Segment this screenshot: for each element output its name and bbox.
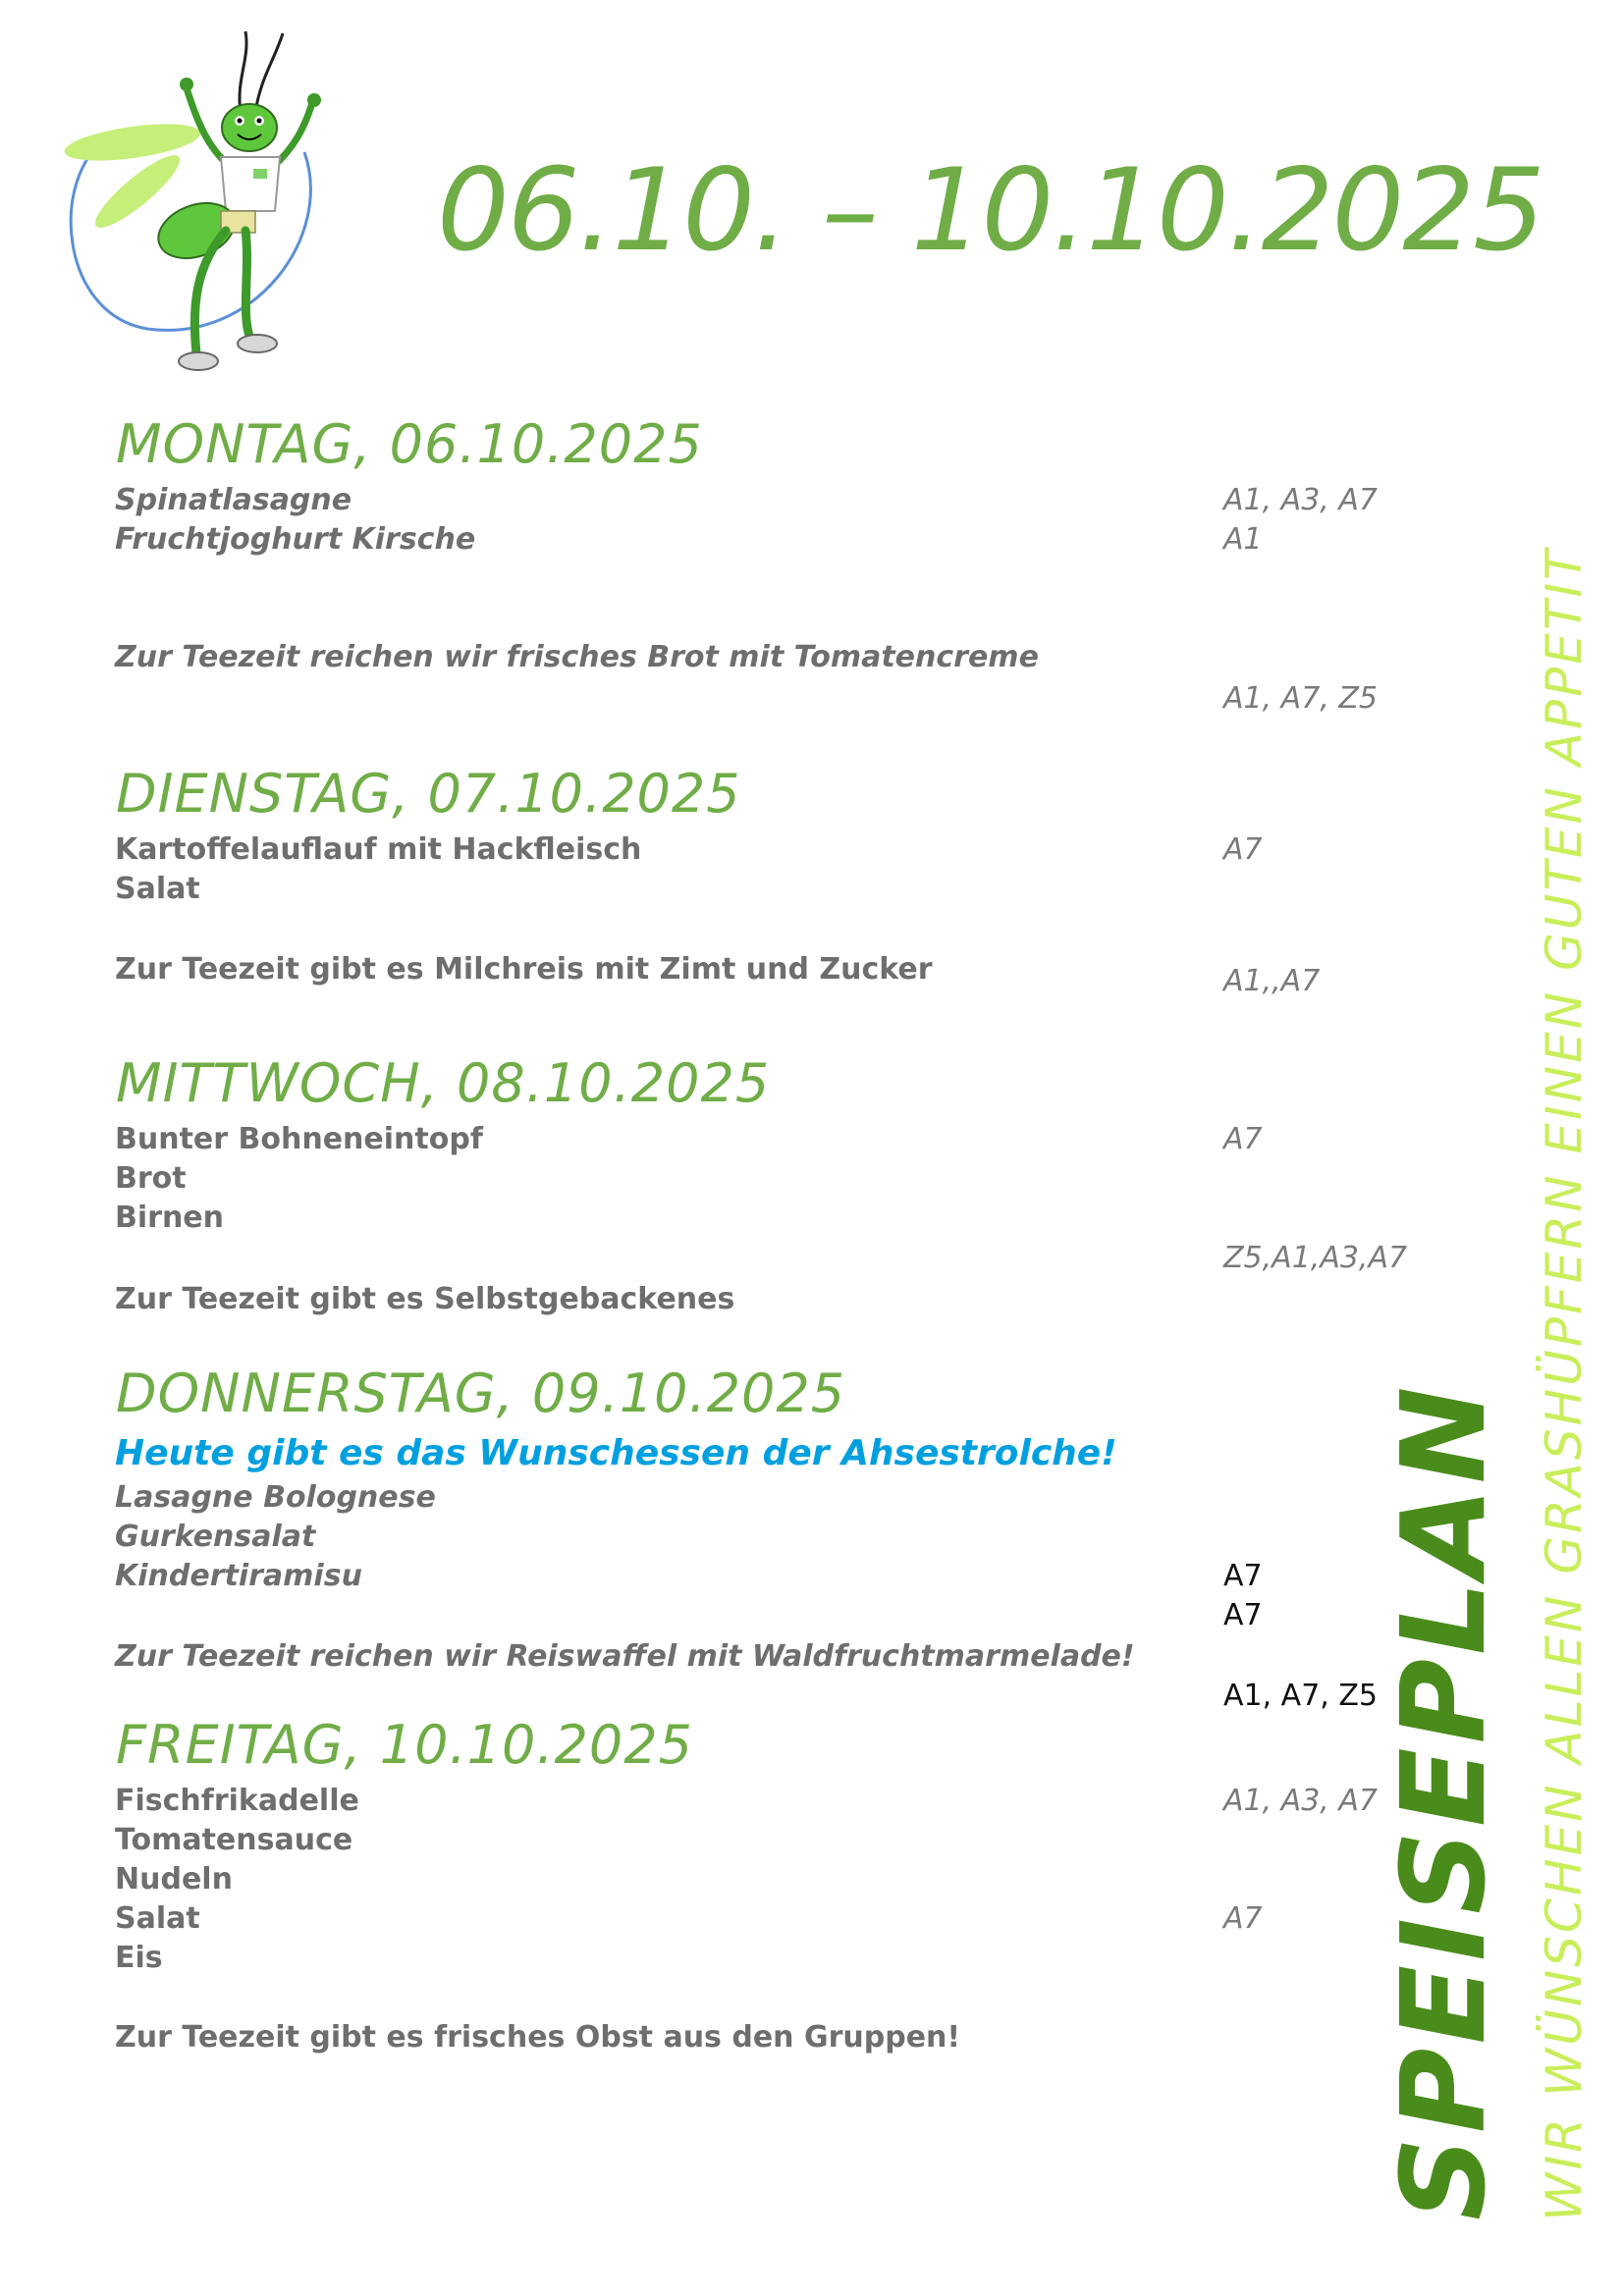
day-heading-montag: MONTAG, 06.10.2025 [116, 413, 703, 475]
dish-mittwoch-3: Birnen [115, 1201, 225, 1235]
dish-donnerstag-3: Kindertiramisu [115, 1559, 362, 1593]
dish-mittwoch-1: Bunter Bohneneintopf [115, 1122, 483, 1156]
slogan-text: WIR WÜNSCHEN ALLEN GRASHÜPFERN EINEN GUTEN APPETIT [1536, 547, 1593, 2221]
dish-freitag-1: Fischfrikadelle [115, 1784, 359, 1818]
allergens-tea-montag: A1, A7, Z5 [1223, 681, 1379, 716]
day-heading-donnerstag: DONNERSTAG, 09.10.2025 [116, 1362, 846, 1424]
day-heading-dienstag: DIENSTAG, 07.10.2025 [116, 763, 741, 825]
allergens-tea-mittwoch: Z5,A1,A3,A7 [1223, 1241, 1408, 1275]
dish-donnerstag-1: Lasagne Bolognese [115, 1480, 436, 1515]
week-date-range: 06.10. – 10.10.2025 [437, 144, 1543, 277]
allergens-freitag-1: A1, A3, A7 [1223, 1784, 1378, 1818]
tea-dienstag: Zur Teezeit gibt es Milchreis mit Zimt und Zucker [115, 952, 933, 987]
day-heading-mittwoch: MITTWOCH, 08.10.2025 [116, 1052, 771, 1114]
dish-dienstag-1: Kartoffelauflauf mit Hackfleisch [115, 832, 642, 867]
grasshopper-mascot-icon [39, 20, 334, 393]
allergens-dienstag-1: A7 [1223, 832, 1263, 867]
allergens-montag-2: A1 [1223, 522, 1263, 557]
tea-donnerstag: Zur Teezeit reichen wir Reiswaffel mit Waldfruchtmarmelade! [115, 1639, 1135, 1674]
allergens-mittwoch-1: A7 [1223, 1122, 1263, 1156]
slogan-vertical [1530, 547, 1598, 2221]
dish-freitag-4: Salat [115, 1901, 200, 1936]
allergens-montag-1: A1, A3, A7 [1223, 483, 1378, 517]
allergens-donnerstag-3: A7 [1223, 1598, 1263, 1632]
dish-donnerstag-2: Gurkensalat [115, 1520, 316, 1554]
dish-freitag-3: Nudeln [115, 1862, 233, 1896]
dish-freitag-5: Eis [115, 1941, 163, 1975]
allergens-tea-donnerstag: A1, A7, Z5 [1223, 1679, 1379, 1713]
allergens-freitag-4: A7 [1223, 1901, 1263, 1936]
dish-freitag-2: Tomatensauce [115, 1823, 353, 1857]
dish-mittwoch-2: Brot [115, 1161, 187, 1196]
tea-montag: Zur Teezeit reichen wir frisches Brot mit Tomatencreme [115, 640, 1039, 674]
allergens-tea-dienstag: A1,,A7 [1223, 964, 1321, 998]
special-announcement: Heute gibt es das Wunschessen der Ahsestrolche! [115, 1433, 1117, 1473]
speiseplan-title-vertical [1375, 1347, 1512, 2220]
dish-montag-2: Fruchtjoghurt Kirsche [115, 522, 476, 557]
speiseplan-title: SPEISEPLAN [1376, 1382, 1511, 2220]
tea-freitag: Zur Teezeit gibt es frisches Obst aus den Gruppen! [115, 2020, 961, 2055]
day-heading-freitag: FREITAG, 10.10.2025 [116, 1714, 693, 1776]
allergens-donnerstag-2: A7 [1223, 1559, 1263, 1593]
dish-montag-1: Spinatlasagne [115, 483, 352, 517]
dish-dienstag-2: Salat [115, 872, 200, 906]
tea-mittwoch: Zur Teezeit gibt es Selbstgebackenes [115, 1282, 735, 1316]
